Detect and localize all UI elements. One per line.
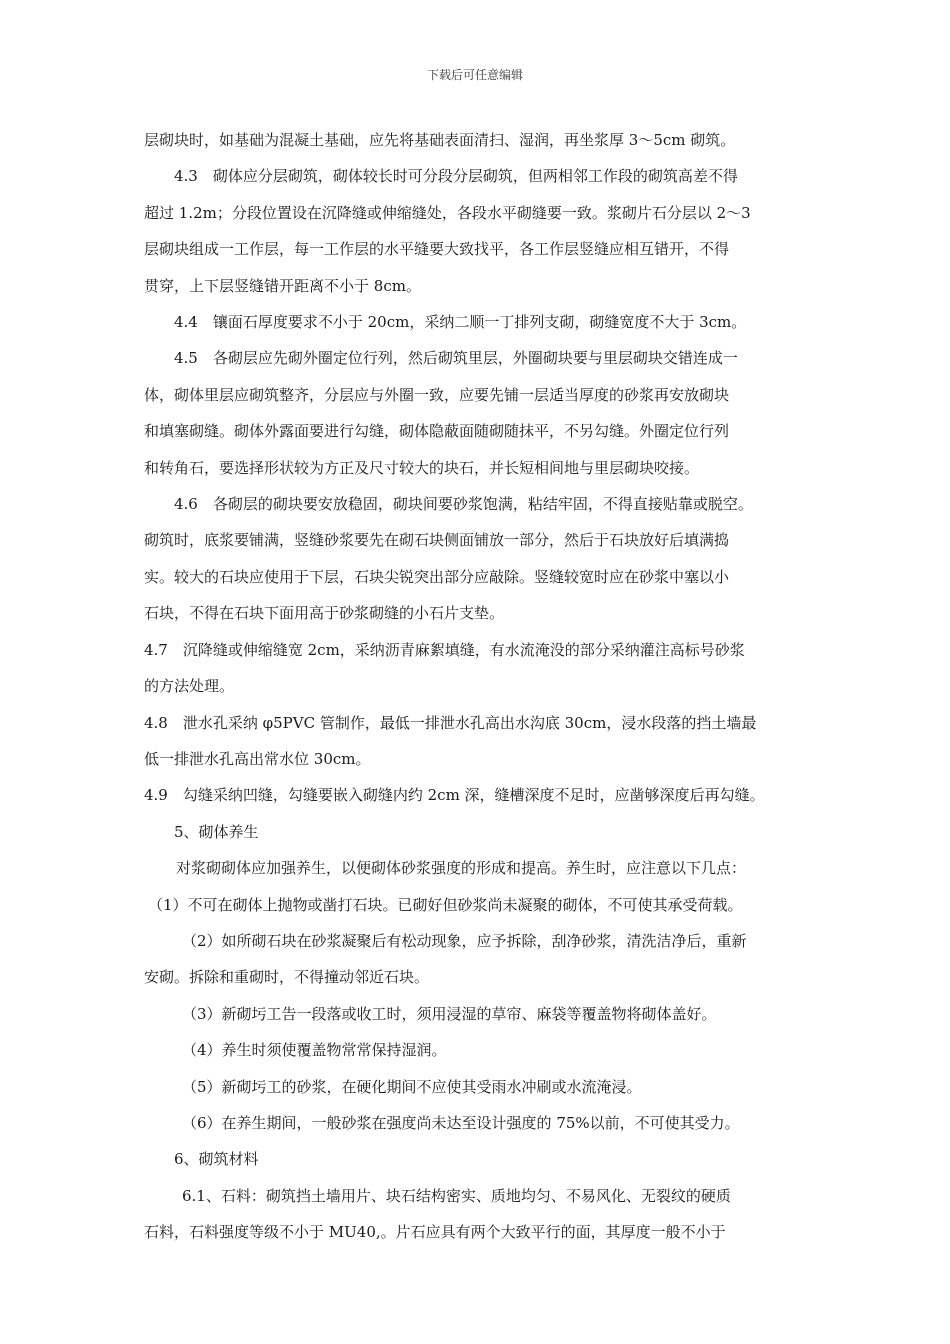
text-line: 4.9 勾缝采纳凹缝，勾缝要嵌入砌缝内约 2cm 深，缝槽深度不足时，应凿够深度后再勾缝。 <box>144 786 765 805</box>
text-line: 4.3 砌体应分层砌筑，砌体较长时可分段分层砌筑，但两相邻工作段的砌筑高差不得 <box>174 167 738 186</box>
text-line: 4.7 沉降缝或伸缩缝宽 2cm，采纳沥青麻絮填缝，有水流淹没的部分采纳灌注高标号砂浆 <box>144 640 745 659</box>
text-line: 层砌块组成一工作层，每一工作层的水平缝要大致找平，各工作层竖缝应相互错开，不得 <box>144 240 730 259</box>
text-line: 砌筑时，底浆要铺满，竖缝砂浆要先在砌石块侧面铺放一部分，然后于石块放好后填满捣 <box>144 531 730 550</box>
document-body <box>144 122 812 1251</box>
text-line: 和转角石，要选择形状较为方正及尺寸较大的块石，并长短相间地与里层砌块咬接。 <box>144 458 700 477</box>
text-line: 实。较大的石块应使用于下层，石块尖锐突出部分应敲除。竖缝较宽时应在砂浆中塞以小 <box>144 567 730 586</box>
text-line: 对浆砌砌体应加强养生，以便砌体砂浆强度的形成和提高。养生时，应注意以下几点： <box>176 859 747 878</box>
text-line: 安砌。拆除和重砌时，不得撞动邻近石块。 <box>144 968 430 987</box>
text-line: （1）不可在砌体上抛物或凿打石块。已砌好但砂浆尚未凝聚的砌体，不可使其承受荷载。 <box>148 895 743 914</box>
text-line: 4.6 各砌层的砌块要安放稳固，砌块间要砂浆饱满，粘结牢固，不得直接贴靠或脱空。 <box>174 495 753 514</box>
text-line: 的方法处理。 <box>144 677 235 696</box>
text-line: 石块，不得在石块下面用高于砂浆砌缝的小石片支垫。 <box>144 604 505 623</box>
text-line: 和填塞砌缝。砌体外露面要进行勾缝，砌体隐蔽面随砌随抹平，不另勾缝。外圈定位行列 <box>144 422 730 441</box>
page-header: 下载后可任意编辑 <box>426 68 523 82</box>
text-line: （5）新砌圬工的砂浆，在硬化期间不应使其受雨水冲刷或水流淹浸。 <box>182 1077 642 1096</box>
text-line: （6）在养生期间，一般砂浆在强度尚未达至设计强度的 75%以前，不可使其受力。 <box>182 1113 740 1132</box>
text-line: 6.1、石料：砌筑挡土墙用片、块石结构密实、质地均匀、不易风化、无裂纹的硬质 <box>182 1186 731 1205</box>
text-line: 低一排泄水孔高出常水位 30cm。 <box>144 749 371 768</box>
text-line: 4.8 泄水孔采纳 φ5PVC 管制作，最低一排泄水孔高出水沟底 30cm，浸水段落的挡土墙最 <box>144 713 757 732</box>
text-line: 层砌块时，如基础为混凝土基础，应先将基础表面清扫、湿润，再坐浆厚 3～5cm 砌筑。 <box>144 131 736 149</box>
text-line: （2）如所砌石块在砂浆凝聚后有松动现象，应予拆除，刮净砂浆，清洗洁净后，重新 <box>182 931 747 950</box>
text-line: 石料，石料强度等级不小于 MU40,。片石应具有两个大致平行的面，其厚度一般不小于 <box>144 1223 726 1242</box>
text-line: （3）新砌圬工告一段落或收工时，须用浸湿的草帘、麻袋等覆盖物将砌体盖好。 <box>182 1004 717 1023</box>
text-line: 贯穿，上下层竖缝错开距离不小于 8cm。 <box>144 276 421 295</box>
text-line: （4）养生时须使覆盖物常常保持湿润。 <box>182 1041 447 1060</box>
text-line: 超过 1.2m；分段位置设在沉降缝或伸缩缝处，各段水平砌缝要一致。浆砌片石分层以 2～3 <box>144 203 751 222</box>
section-heading: 6、砌筑材料 <box>174 1150 259 1169</box>
section-heading: 5、砌体养生 <box>174 822 259 841</box>
text-line: 4.5 各砌层应先砌外圈定位行列，然后砌筑里层，外圈砌块要与里层砌块交错连成一 <box>174 349 738 368</box>
text-line: 4.4 镶面石厚度要求不小于 20cm，采纳二顺一丁排列支砌，砌缝宽度不大于 3cm。 <box>174 313 747 332</box>
text-line: 体，砌体里层应砌筑整齐，分层应与外圈一致，应要先铺一层适当厚度的砂浆再安放砌块 <box>144 385 730 404</box>
